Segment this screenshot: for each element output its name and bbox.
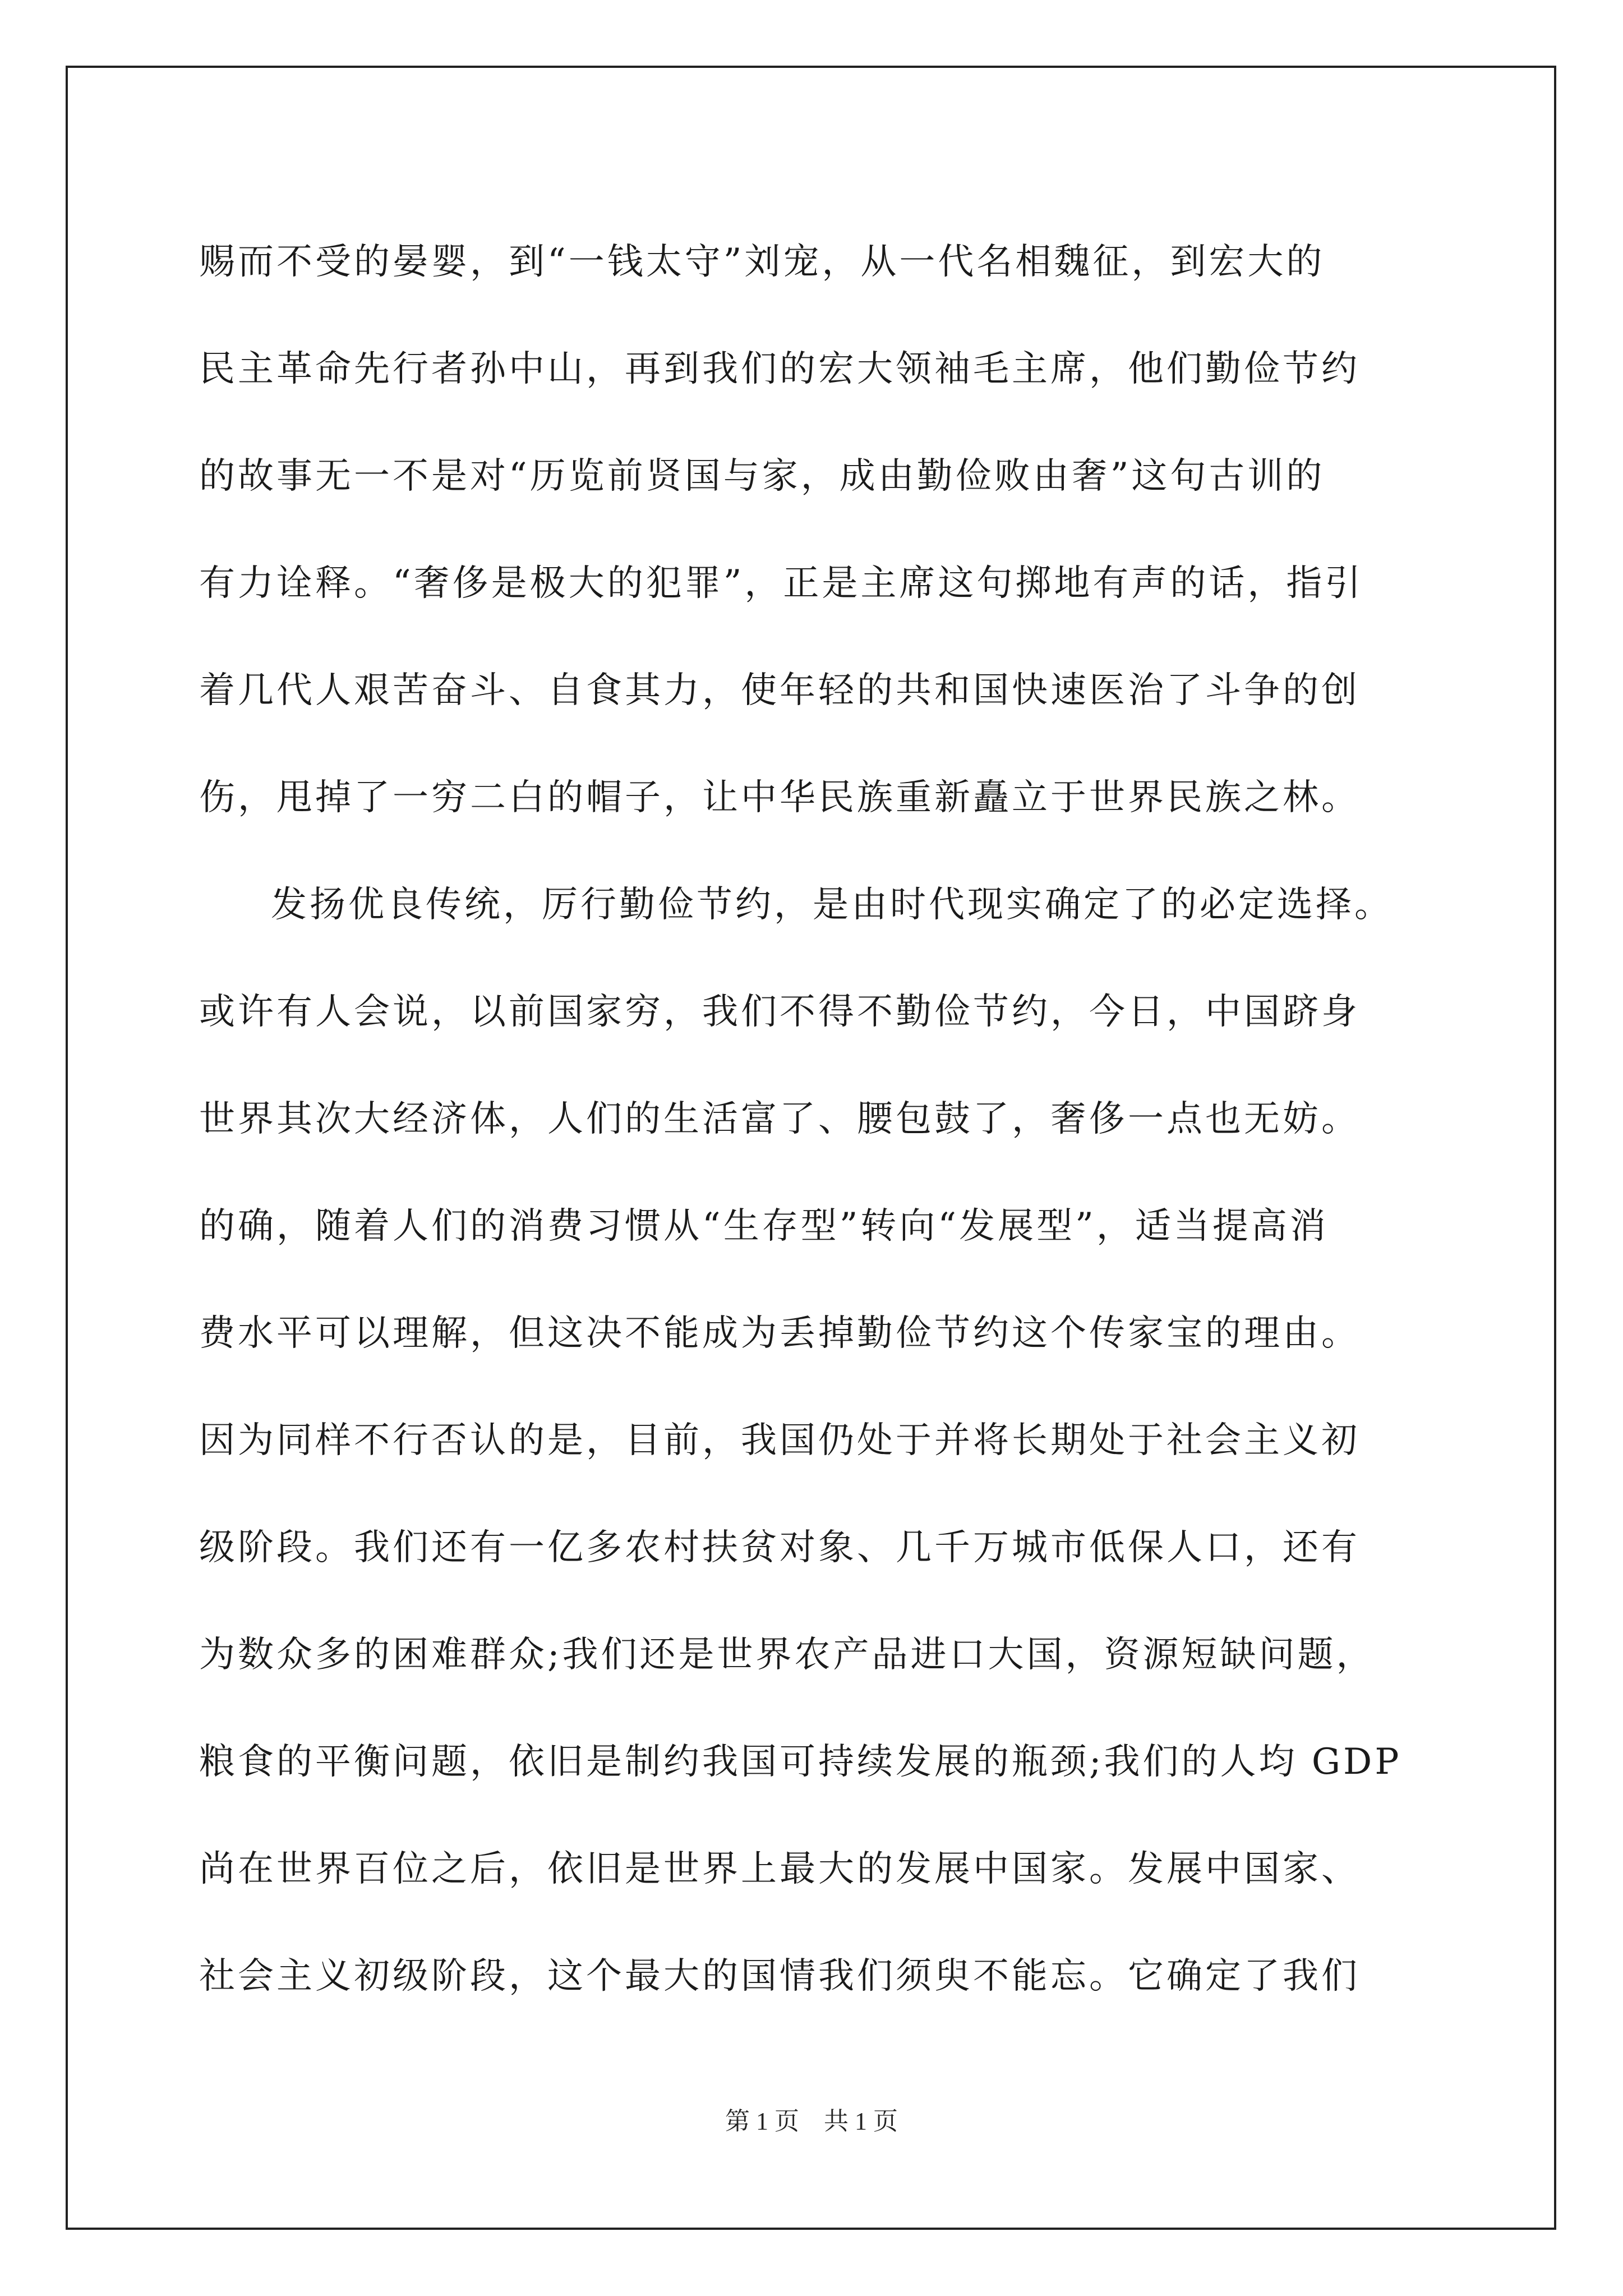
text-line: 级阶段。我们还有一亿多农村扶贫对象、几千万城市低保人口，还有	[199, 1527, 1360, 1568]
text-line: 的确，随着人们的消费习惯从“生存型”转向“发展型”，适当提高消	[199, 1205, 1329, 1247]
text-line: 因为同样不行否认的是，目前，我国仍处于并将长期处于社会主义初	[199, 1420, 1360, 1461]
text-line: 赐而不受的晏婴，到“一钱太守”刘宠，从一代名相魏征，到宏大的	[199, 241, 1325, 283]
text-line: 费水平可以理解，但这决不能成为丢掉勤俭节约这个传家宝的理由。	[199, 1313, 1360, 1354]
text-line: 民主革命先行者孙中山，再到我们的宏大领袖毛主席，他们勤俭节约	[199, 348, 1360, 390]
text-line: 的故事无一不是对“历览前贤国与家，成由勤俭败由奢”这句古训的	[199, 455, 1325, 497]
text-line: 尚在世界百位之后，依旧是世界上最大的发展中国家。发展中国家、	[199, 1848, 1360, 1890]
document-body	[199, 209, 1455, 2030]
text-line: 世界其次大经济体，人们的生活富了、腰包鼓了，奢侈一点也无妨。	[199, 1098, 1360, 1140]
page-footer: 第 1 页 共 1 页	[725, 2108, 898, 2135]
text-line: 发扬优良传统，厉行勤俭节约，是由时代现实确定了的必定选择。	[271, 884, 1393, 926]
text-line: 粮食的平衡问题，依旧是制约我国可持续发展的瓶颈;我们的人均 GDP	[199, 1741, 1402, 1783]
text-line: 社会主义初级阶段，这个最大的国情我们须臾不能忘。它确定了我们	[199, 1955, 1360, 1997]
text-line: 伤，甩掉了一穷二白的帽子，让中华民族重新矗立于世界民族之林。	[199, 777, 1360, 818]
text-line: 或许有人会说，以前国家穷，我们不得不勤俭节约，今日，中国跻身	[199, 991, 1360, 1033]
text-line: 为数众多的困难群众;我们还是世界农产品进口大国，资源短缺问题，	[199, 1634, 1375, 1676]
text-line: 着几代人艰苦奋斗、自食其力，使年轻的共和国快速医治了斗争的创	[199, 670, 1360, 711]
text-line: 有力诠释。“奢侈是极大的犯罪”，正是主席这句掷地有声的话，指引	[199, 563, 1364, 604]
